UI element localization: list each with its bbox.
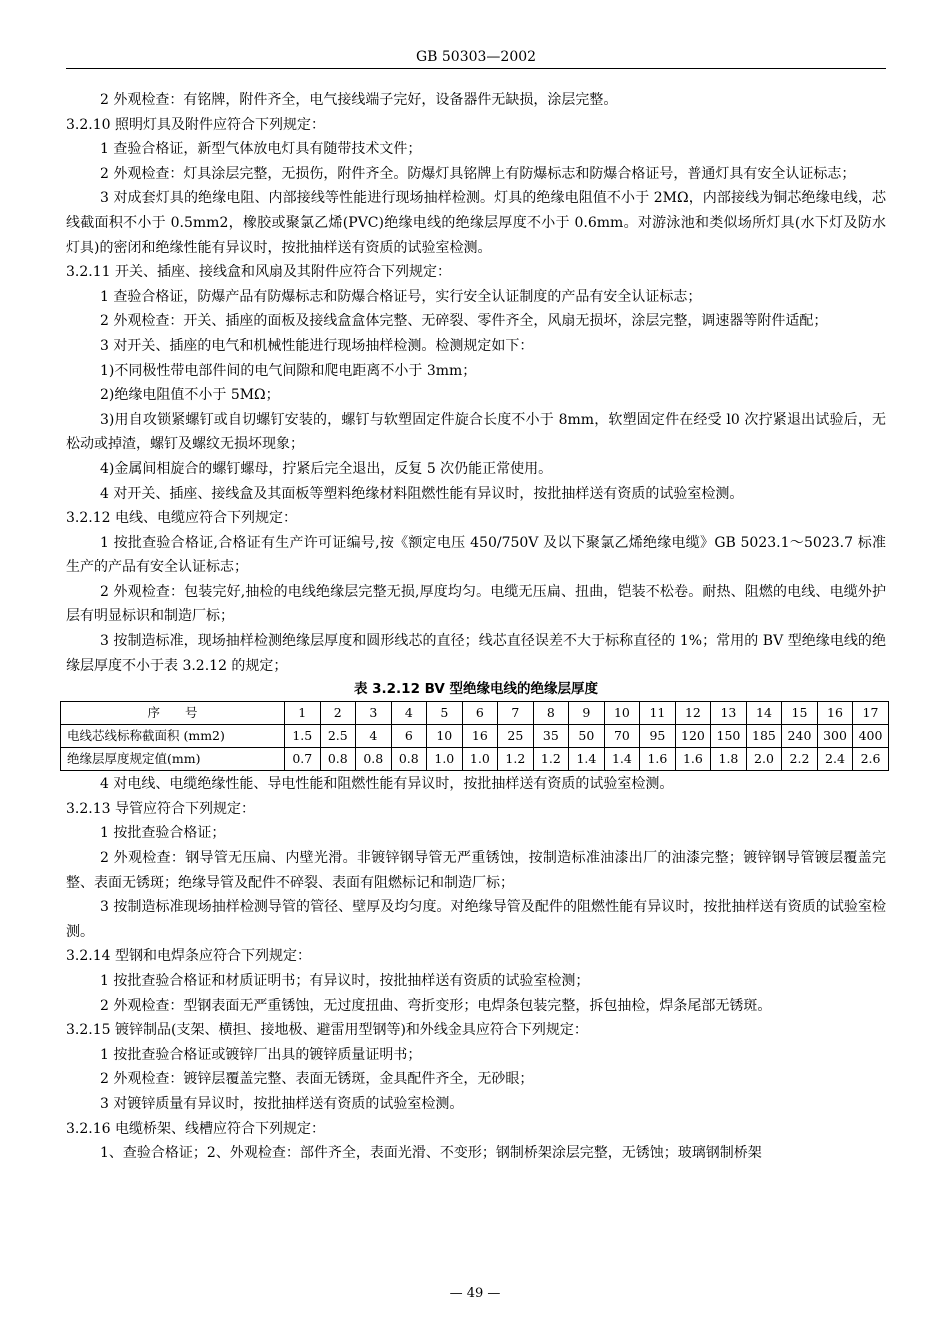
table-cell: 6 [462,702,498,725]
paragraph: 4)金属间相旋合的螺钉螺母，拧紧后完全退出，反复 5 次仍能正常使用。 [100,460,553,477]
table-cell: 13 [711,702,747,725]
header-rule [66,68,886,69]
table-cell: 95 [640,725,676,748]
table-cell: 8 [533,702,569,725]
table-row [61,748,889,771]
paragraph: 4 对开关、插座、接线盒及其面板等塑料绝缘材料阻燃性能有异议时，按批抽样送有资质的试验室检测。 [100,485,744,502]
table-cell: 9 [569,702,605,725]
section-heading: 3.2.14 型钢和电焊条应符合下列规定： [66,948,311,965]
paragraph: 1 按批查验合格证； [100,825,226,842]
paragraph: 4 对电线、电缆绝缘性能、导电性能和阻燃性能有异议时，按批抽样送有资质的试验室检测。 [100,776,674,793]
table-cell: 25 [498,725,534,748]
table-cell: 16 [462,725,498,748]
paragraph: 2 外观检查：镀锌层覆盖完整、表面无锈斑，金具配件齐全，无砂眼； [100,1071,534,1088]
table-cell: 1.2 [533,748,569,771]
table-cell: 15 [782,702,818,725]
paragraph: 3 对成套灯具的绝缘电阻、内部接线等性能进行现场抽样检测。灯具的绝缘电阻值不小于 2MΩ，内部接线为铜芯绝缘电线，芯线截面积不小于 0.5mm2，橡胶或聚氯乙烯(PVC)绝缘电线的绝缘层厚度不小于 0.6mm。对游泳池和类似场所灯具(水下灯及防水灯具)的密闭和绝缘性能有异议时，按批抽样送有资质的试验室检测。 [66,190,886,256]
table-cell: 7 [498,702,534,725]
table-cell: 0.7 [285,748,321,771]
page-number: — 49 — [449,1286,501,1301]
row-label: 电线芯线标称截面积 (mm2) [61,725,285,748]
table-cell: 16 [817,702,853,725]
table-cell: 240 [782,725,818,748]
table-cell: 0.8 [391,748,427,771]
table-cell: 2.5 [320,725,356,748]
table-cell: 150 [711,725,747,748]
paragraph-group-a [66,88,886,678]
table-cell: 2 [320,702,356,725]
table-cell: 400 [853,725,889,748]
paragraph: 1 按批查验合格证或镀锌厂出具的镀锌质量证明书； [100,1046,422,1063]
paragraph: 3)用自攻锁紧螺钉或自切螺钉安装的，螺钉与软塑固定件旋合长度不小于 8mm，软塑固定件在经受 l0 次拧紧退出试验后，无松动或掉渣，螺钉及螺纹无损坏现象； [66,411,886,453]
table-cell: 300 [817,725,853,748]
table-cell: 17 [853,702,889,725]
paragraph: 2 外观检查：包装完好,抽检的电线绝缘层完整无损,厚度均匀。电缆无压扁、扭曲，铠装不松卷。耐热、阻燃的电线、电缆外护层有明显标识和制造厂标； [66,583,886,625]
table-cell: 10 [604,702,640,725]
table-caption: 表 3.2.12 BV 型绝缘电线的绝缘层厚度 [353,681,599,698]
paragraph: 1 按批查验合格证,合格证有生产许可证编号,按《额定电压 450/750V 及以下聚氯乙烯绝缘电缆》GB 5023.1～5023.7 标准生产的产品有安全认证标志； [66,534,886,576]
paragraph: 2 外观检查：开关、插座的面板及接线盒盒体完整、无碎裂、零件齐全，风扇无损坏，涂层完整，调速器等附件适配； [100,313,828,330]
table-row [61,702,889,725]
row-label: 序 号 [61,702,285,725]
paragraph: 3 对开关、插座的电气和机械性能进行现场抽样检测。检测规定如下： [100,337,534,354]
table-cell: 2.0 [746,748,782,771]
table-cell: 120 [675,725,711,748]
table-row [61,725,889,748]
running-header: GB 50303—2002 [415,49,537,65]
body-content [66,88,886,1166]
table-cell: 35 [533,725,569,748]
section-heading: 3.2.11 开关、插座、接线盒和风扇及其附件应符合下列规定： [66,264,451,281]
table-cell: 1.4 [604,748,640,771]
section-heading: 3.2.16 电缆桥架、线槽应符合下列规定： [66,1120,325,1137]
section-heading: 3.2.10 照明灯具及附件应符合下列规定： [66,116,325,133]
table-cell: 14 [746,702,782,725]
table-cell: 4 [356,725,392,748]
table-cell: 5 [427,702,463,725]
table-cell: 11 [640,702,676,725]
table-cell: 70 [604,725,640,748]
paragraph: 2 外观检查：有铭牌，附件齐全，电气接线端子完好，设备器件无缺损，涂层完整。 [100,92,618,108]
table-cell: 4 [391,702,427,725]
paragraph: 1、查验合格证；2、外观检查：部件齐全，表面光滑、不变形；钢制桥架涂层完整，无锈蚀；玻璃钢制桥架 [100,1145,762,1162]
paragraph-group-b [66,772,886,1166]
table-cell: 0.8 [320,748,356,771]
table-cell: 1.4 [569,748,605,771]
paragraph: 1 查验合格证，防爆产品有防爆标志和防爆合格证号，实行安全认证制度的产品有安全认证标志； [100,288,702,305]
paragraph: 2 外观检查：钢导管无压扁、内壁光滑。非镀锌钢导管无严重锈蚀，按制造标准油漆出厂的油漆完整；镀锌钢导管镀层覆盖完整、表面无锈斑；绝缘导管及配件不碎裂、表面有阻燃标记和制造厂标； [66,850,886,891]
paragraph: 2 外观检查：灯具涂层完整，无损伤，附件齐全。防爆灯具铭牌上有防爆标志和防爆合格证号，普通灯具有安全认证标志； [100,165,856,182]
paragraph: 3 对镀锌质量有异议时，按批抽样送有资质的试验室检测。 [100,1095,464,1112]
paragraph: 1 查验合格证，新型气体放电灯具有随带技术文件； [100,141,422,158]
table-cell: 1.5 [285,725,321,748]
section-heading: 3.2.13 导管应符合下列规定： [66,800,255,817]
table-cell: 1.0 [462,748,498,771]
paragraph: 3 按制造标准，现场抽样检测绝缘层厚度和圆形线芯的直径；线芯直径误差不大于标称直径的 1%；常用的 BV 型绝缘电线的绝缘层厚度不小于表 3.2.12 的规定； [66,633,886,674]
table-cell: 2.4 [817,748,853,771]
table-cell: 2.2 [782,748,818,771]
table-cell: 1.2 [498,748,534,771]
paragraph: 2)绝缘电阻值不小于 5MΩ； [100,387,280,404]
table-cell: 50 [569,725,605,748]
table-cell: 10 [427,725,463,748]
paragraph: 2 外观检查：型钢表面无严重锈蚀，无过度扭曲、弯折变形；电焊条包装完整，拆包抽检，焊条尾部无锈斑。 [100,997,772,1014]
insulation-thickness-table [60,701,889,771]
row-label: 绝缘层厚度规定值(mm) [61,748,285,771]
table-cell: 1 [285,702,321,725]
table-cell: 0.8 [356,748,392,771]
table-cell: 1.0 [427,748,463,771]
table-cell: 185 [746,725,782,748]
table-cell: 1.6 [640,748,676,771]
table-cell: 2.6 [853,748,889,771]
table-cell: 6 [391,725,427,748]
paragraph: 1 按批查验合格证和材质证明书；有异议时，按批抽样送有资质的试验室检测； [100,973,590,989]
section-heading: 3.2.12 电线、电缆应符合下列规定： [66,510,297,527]
paragraph: 1)不同极性带电部件间的电气间隙和爬电距离不小于 3mm； [100,362,477,379]
table-cell: 1.6 [675,748,711,771]
table-cell: 3 [356,702,392,725]
table-cell: 12 [675,702,711,725]
section-heading: 3.2.15 镀锌制品(支架、横担、接地极、避雷用型钢等)和外线金具应符合下列规定： [66,1022,588,1039]
table-cell: 1.8 [711,748,747,771]
paragraph: 3 按制造标准现场抽样检测导管的管径、壁厚及均匀度。对绝缘导管及配件的阻燃性能有异议时，按批抽样送有资质的试验室检测。 [66,899,886,940]
